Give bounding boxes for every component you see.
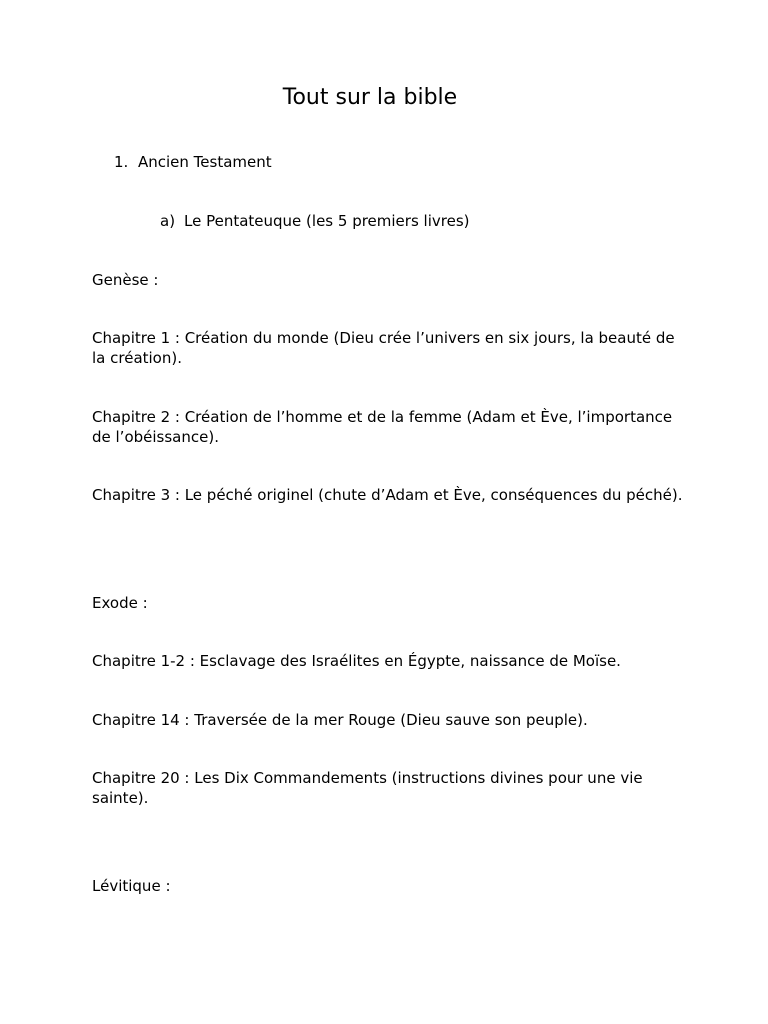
subsection-label: Le Pentateuque (les 5 premiers livres)	[184, 212, 470, 230]
section-number: 1.	[114, 153, 129, 171]
paragraph-exode-chapitre-1-2: Chapitre 1-2 : Esclavage des Israélites en Égypte, naissance de Moïse.	[92, 652, 621, 670]
document-title: Tout sur la bible	[282, 85, 458, 110]
book-heading-levitique: Lévitique :	[92, 877, 171, 895]
subsection-heading-pentateuque	[160, 211, 469, 231]
paragraph-exode-chapitre-20: Chapitre 20 : Les Dix Commandements (instructions divines pour une vie sainte).	[92, 769, 643, 807]
section-heading-ancien-testament	[114, 152, 272, 172]
paragraph-exode-chapitre-14: Chapitre 14 : Traversée de la mer Rouge (Dieu sauve son peuple).	[92, 711, 588, 729]
paragraph-genese-chapitre-2: Chapitre 2 : Création de l’homme et de la femme (Adam et Ève, l’importance de l’obéissance).	[92, 408, 673, 446]
book-heading-exode: Exode :	[92, 594, 148, 612]
paragraph-genese-chapitre-1: Chapitre 1 : Création du monde (Dieu crée l’univers en six jours, la beauté de la création).	[92, 329, 675, 367]
book-heading-genese: Genèse :	[92, 271, 159, 289]
paragraph-genese-chapitre-3: Chapitre 3 : Le péché originel (chute d’Adam et Ève, conséquences du péché).	[92, 486, 683, 504]
section-label: Ancien Testament	[138, 153, 272, 171]
subsection-letter: a)	[160, 212, 176, 230]
